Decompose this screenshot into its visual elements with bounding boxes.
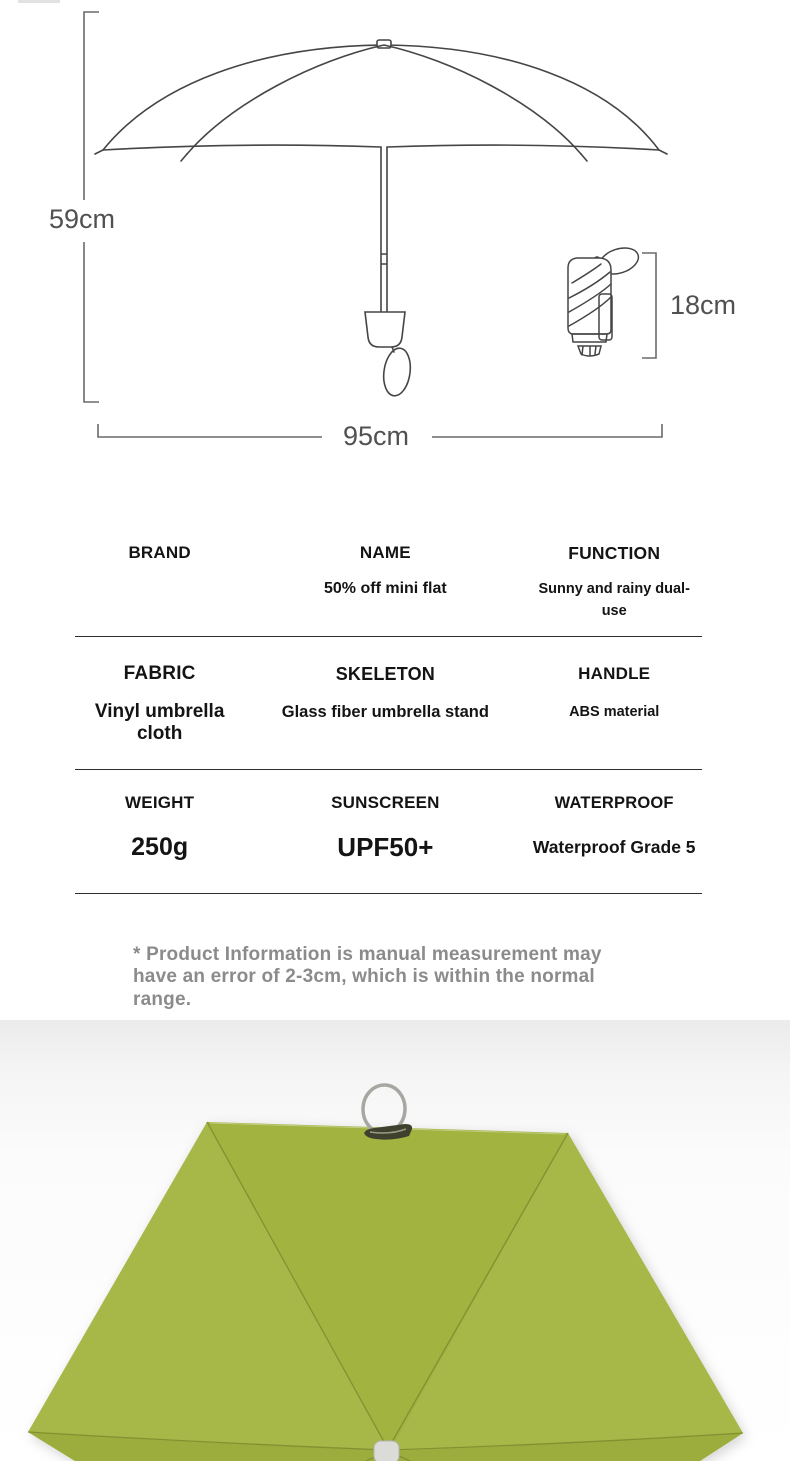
ferrule-cap	[374, 1441, 399, 1461]
spec-cell-sunscreen	[244, 792, 526, 893]
spec-value-handle: ABS material	[569, 704, 660, 720]
spec-cell-handle	[526, 663, 702, 769]
spec-header-waterproof: WATERPROOF	[554, 794, 674, 812]
spec-cell-waterproof	[526, 792, 702, 893]
open-height-label: 59cm	[40, 203, 124, 235]
spec-header-function: FUNCTION	[568, 543, 661, 563]
spec-cell-name	[244, 542, 526, 636]
dimension-lines	[84, 12, 662, 437]
spec-header-sunscreen: SUNSCREEN	[331, 793, 440, 812]
spec-row-1	[75, 500, 702, 637]
spec-header-handle: HANDLE	[578, 664, 651, 683]
spec-header-fabric: FABRIC	[123, 663, 196, 684]
spec-value-skeleton: Glass fiber umbrella stand	[281, 703, 489, 721]
folded-handle-band	[572, 334, 607, 342]
canopy-ribs	[187, 45, 581, 154]
spec-cell-brand	[75, 542, 244, 636]
spec-value-waterproof: Waterproof Grade 5	[532, 837, 696, 857]
spec-header-weight: WEIGHT	[125, 793, 195, 812]
spec-cell-weight	[75, 792, 244, 893]
spec-value-function: Sunny and rainy dual-use	[538, 581, 690, 619]
spec-row-3	[75, 770, 702, 894]
open-umbrella-drawing	[95, 40, 667, 398]
handle-cup	[365, 312, 405, 347]
folded-height-label: 18cm	[662, 289, 744, 321]
folded-handle-tip	[578, 346, 601, 356]
folded-umbrella-drawing	[568, 243, 642, 356]
spec-cell-function	[526, 542, 702, 636]
wrist-strap-loop	[381, 346, 413, 397]
folded-height-bracket	[642, 253, 656, 358]
spec-value-sunscreen: UPF50+	[337, 832, 434, 862]
spec-header-skeleton: SKELETON	[335, 664, 435, 684]
spec-cell-skeleton	[244, 663, 526, 769]
pole	[381, 147, 387, 312]
open-width-label: 95cm	[326, 420, 426, 452]
spec-row-2	[75, 637, 702, 770]
spec-value-fabric: Vinyl umbrella cloth	[94, 701, 225, 744]
spec-cell-fabric	[75, 663, 244, 769]
spec-header-brand: BRAND	[128, 543, 191, 562]
measurement-disclaimer: * Product Information is manual measurement may have an error of 2-3cm, which is within the normal range.	[133, 944, 602, 1010]
spec-header-name: NAME	[359, 543, 411, 562]
green-umbrella-photo	[0, 1020, 790, 1461]
canopy-outline	[103, 45, 659, 150]
spec-table	[75, 500, 702, 894]
spec-value-name: 50% off mini flat	[324, 580, 447, 597]
spec-value-weight: 250g	[131, 833, 189, 861]
